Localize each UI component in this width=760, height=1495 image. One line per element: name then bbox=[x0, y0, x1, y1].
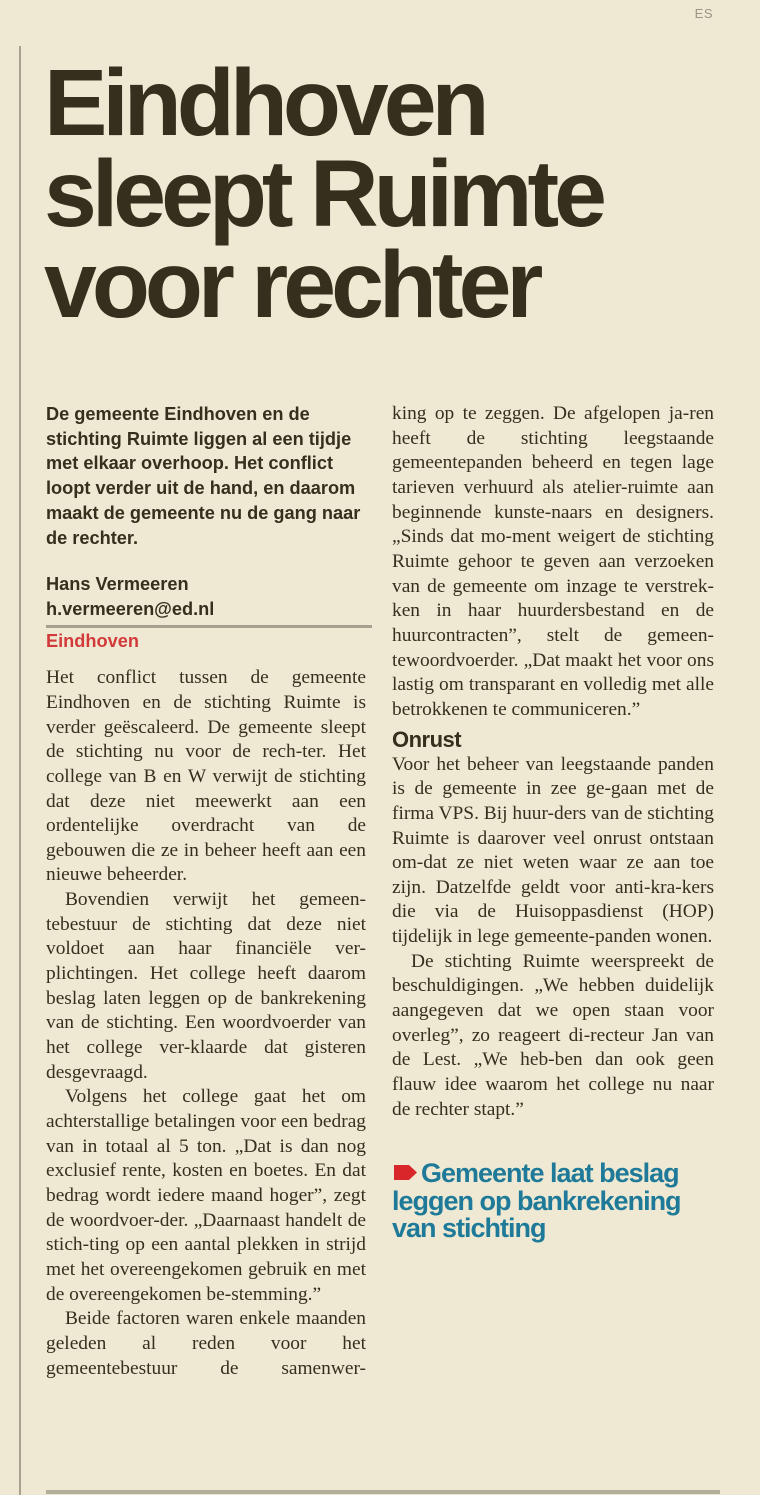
article-column-right bbox=[392, 402, 714, 1243]
body-paragraph: Voor het beheer van leegstaande panden is de gemeente in zee ge-gaan met de firma VPS. Bij huur-ders van de stichting Ruimte is daarover veel onrust ontstaan om-dat ze niet weten waar ze aan toe zijn. Datzelfde geldt voor anti-kra-kers die via de Huisoppasdienst (HOP) tijdelijk in lege gemeente-panden wonen. bbox=[392, 753, 714, 948]
body-paragraph: De stichting Ruimte weerspreekt de beschuldigingen. „We hebben duidelijk aangegeven dat we open staan voor overleg”, zo reageert di-recteur Jan van de Lest. „We heb-ben dan ook geen flauw idee waarom het college nu naar de rechter stapt.” bbox=[392, 950, 714, 1120]
page-section-tag: ES bbox=[694, 6, 713, 21]
headline-line: sleept Ruimte bbox=[44, 141, 602, 247]
left-column-rule bbox=[19, 46, 21, 1495]
pull-quote bbox=[392, 1160, 692, 1243]
body-paragraph: Het conflict tussen de gemeente Eindhoven en de stichting Ruimte is verder geëscaleerd. De gemeente sleept de stichting nu voor de rech-ter. Het college van B en W verwijt de stichting dat deze niet meewerkt aan een ordentelijke overdracht van de gebouwen die ze in beheer heeft aan een nieuwe beheerder. bbox=[46, 667, 366, 886]
headline bbox=[44, 50, 744, 338]
body-paragraph: Volgens het college gaat het om achterstallige betalingen voor een bedrag van in totaal al 5 ton. „Dat is dan nog exclusief rente, kosten en boetes. En dat bedrag wordt iedere maand hoger”, zegt de woordvoer-der. „Daarnaast handelt de stich-ting op een aantal plekken in strijd met het overeengekomen gebruik en met de overeengekomen be-stemming.” bbox=[46, 1086, 366, 1305]
author-name: Hans Vermeeren bbox=[46, 574, 189, 595]
body-paragraph: Bovendien verwijt het gemeen-tebestuur de stichting dat deze niet voldoet aan haar financiële ver-plichtingen. Het college heeft daarom beslag laten leggen op de bankrekening van de stichting. Een woordvoerder van het college ver-klaarde dat gisteren desgevraagd. bbox=[46, 889, 366, 1083]
headline-line: voor rechter bbox=[44, 232, 539, 338]
lead-paragraph: De gemeente Eindhoven en de stichting Ruimte liggen al een tijdje met elkaar overhoop. Het conflict loopt verder uit de hand, en daarom maakt de gemeente nu de gang naar de rechter. bbox=[46, 404, 361, 548]
dateline: Eindhoven bbox=[46, 631, 139, 652]
article-column-left bbox=[46, 402, 366, 1381]
body-paragraph: king op te zeggen. De afgelopen ja-ren heeft de stichting leegstaande gemeentepanden beheerd en tegen lage tarieven verhuurd als atelier-ruimte aan beginnende kunste-naars en designers. „Sinds dat mo-ment weigert de stichting Ruimte gehoor te geven aan verzoeken van de gemeente om inzage te verstrek-ken in haar huurdersbestand en de huurcontracten”, stelt de gemeen-tewoordvoerder. „Dat maakt het voor ons lastig om transparant en volledig met alle betrokkenen te communiceren.” bbox=[392, 403, 714, 720]
bottom-divider bbox=[46, 1490, 720, 1494]
arrow-tag-icon bbox=[392, 1164, 418, 1181]
author-email[interactable]: h.vermeeren@ed.nl bbox=[46, 598, 215, 619]
pull-quote-text: Gemeente laat beslag leggen op bankrekening van stichting bbox=[392, 1158, 681, 1244]
byline bbox=[46, 572, 366, 621]
subheading: Onrust bbox=[392, 726, 462, 752]
body-paragraph: Beide factoren waren enkele maanden geleden al reden voor het gemeentebestuur de samenwer- bbox=[46, 1308, 366, 1379]
headline-line: Eindhoven bbox=[44, 50, 485, 156]
